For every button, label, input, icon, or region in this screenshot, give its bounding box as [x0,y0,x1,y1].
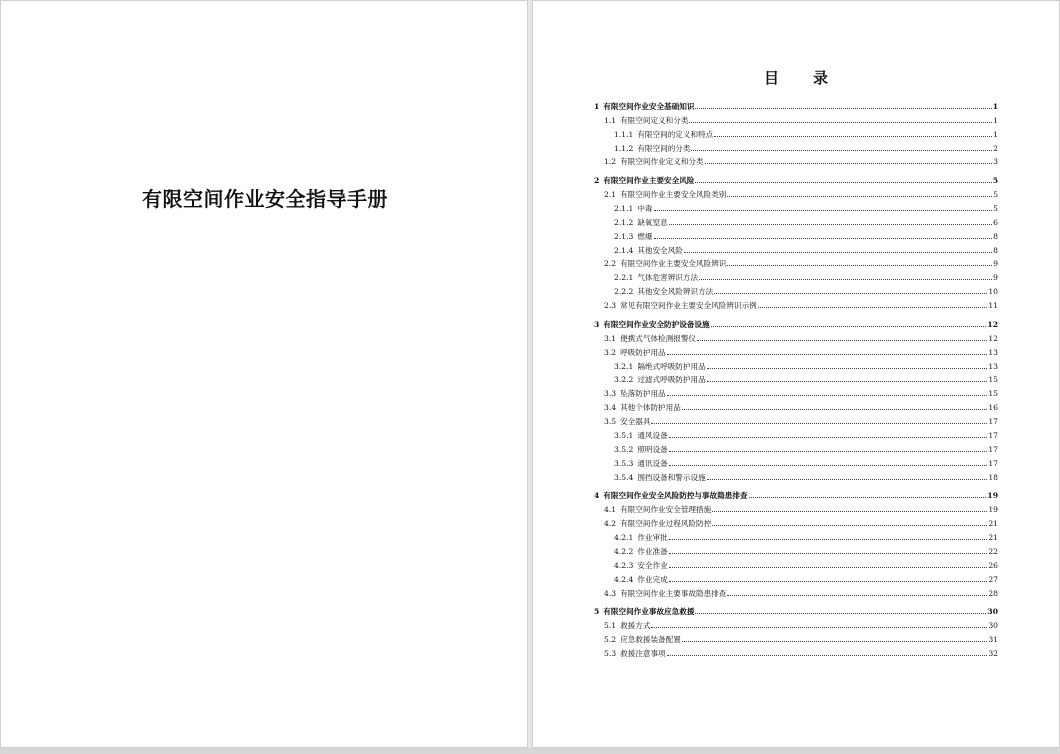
toc-entry[interactable] [594,570,998,584]
toc-entry-page: 15 [988,375,998,385]
toc-entry-title: 隔绝式呼吸防护用品 [637,361,706,371]
toc-entry-title: 呼吸防护用品 [620,347,666,357]
toc-dot-leader [712,525,987,526]
toc-entry[interactable] [594,268,998,282]
toc-entry[interactable] [594,454,998,468]
toc-entry-page: 21 [988,533,998,542]
toc-entry-number: 2.1.2 [614,217,634,227]
toc-entry-page: 19 [988,505,998,515]
toc-entry-title: 有限空间的分类 [637,143,691,153]
toc-entry-title: 有限空间作业安全防护设备设施 [603,319,710,329]
toc-entry-page: 9 [993,259,998,269]
toc-entry-page: 12 [988,333,998,343]
toc-list [594,97,998,658]
toc-entry[interactable] [594,371,998,385]
toc-entry[interactable] [594,630,998,644]
toc-entry-number: 1.1.1 [614,129,634,139]
toc-entry-page: 15 [988,389,998,399]
toc-entry-page: 13 [988,347,998,357]
toc-dot-leader [707,381,988,382]
toc-entry-number: 1 [594,101,600,111]
toc-entry-page: 17 [988,458,998,468]
toc-entry-page: 3 [993,157,998,167]
cover-page [0,0,528,748]
toc-dot-leader [682,409,988,410]
toc-heading [533,67,1059,88]
toc-dot-leader [669,437,988,438]
toc-entry-number: 3.5 [604,417,617,427]
toc-dot-leader [689,122,992,123]
toc-entry-page: 17 [988,444,998,454]
toc-entry-number: 3.5.3 [614,458,634,468]
toc-entry[interactable] [594,440,998,454]
toc-entry-number: 3.2.1 [614,361,634,371]
toc-entry-page: 13 [988,361,998,371]
toc-entry-title: 有限空间的定义和特点 [637,129,714,139]
toc-entry[interactable] [594,343,998,357]
toc-entry-number: 2 [594,176,600,186]
toc-entry[interactable] [594,315,998,329]
toc-entry-page: 16 [988,403,998,413]
toc-entry-page: 28 [988,588,998,598]
toc-dot-leader [697,340,987,341]
toc-entry-page: 9 [993,273,998,283]
toc-entry-title: 气体危害辨识方法 [637,273,699,283]
toc-entry-page: 32 [988,648,998,658]
toc-entry-page: 17 [988,430,998,440]
toc-entry-number: 4.2.4 [614,574,634,584]
toc-entry-page: 11 [988,301,998,311]
toc-dot-leader [669,553,988,554]
toc-heading-char-2: 录 [813,69,829,87]
toc-dot-leader [727,265,992,266]
toc-dot-leader [695,182,991,183]
toc-entry-title: 中毒 [637,203,653,213]
toc-entry-title: 其他安全风险 [637,245,683,255]
toc-dot-leader [654,238,993,239]
toc-dot-leader [682,641,988,642]
toc-entry-title: 过滤式呼吸防护用品 [637,375,706,385]
toc-entry-title: 有限空间作业过程风险防控 [620,519,712,529]
toc-entry-number: 5.3 [604,648,617,658]
toc-entry[interactable] [594,556,998,570]
page-gap [0,748,1060,754]
document-title: 有限空间作业安全指导手册 [142,187,388,211]
toc-dot-leader [669,581,988,582]
toc-entry-page: 8 [993,231,998,241]
toc-entry-title: 照明设备 [637,444,668,454]
toc-entry-page: 26 [988,560,998,570]
toc-dot-leader [667,395,988,396]
toc-entry[interactable] [594,139,998,153]
toc-entry-number: 4.2.2 [614,546,634,556]
toc-entry-page: 19 [987,491,998,501]
toc-dot-leader [714,136,992,137]
toc-entry-number: 5.2 [604,635,617,645]
toc-entry[interactable] [594,153,998,167]
toc-dot-leader [758,307,988,308]
toc-entry[interactable] [594,528,998,542]
toc-entry[interactable] [594,514,998,528]
toc-entry-title: 救援方式 [620,621,651,631]
toc-entry-title: 其他个体防护用品 [620,403,681,413]
toc-entry-page: 18 [988,472,998,482]
toc-dot-leader [669,465,988,466]
toc-entry-title: 围挡设备和警示设施 [637,472,706,482]
toc-dot-leader [651,423,987,424]
toc-entry-title: 有限空间作业定义和分类 [620,157,704,167]
toc-dot-leader [712,511,987,512]
toc-entry[interactable] [594,486,998,500]
toc-entry[interactable] [594,384,998,398]
toc-entry[interactable] [594,329,998,343]
toc-entry-number: 3.5.1 [614,430,634,440]
toc-entry-number: 2.1.3 [614,231,634,241]
toc-entry-page: 5 [992,176,998,186]
toc-entry-title: 作业准备 [637,546,668,556]
toc-dot-leader [727,196,992,197]
toc-dot-leader [667,655,988,656]
toc-entry-number: 4.3 [604,588,617,598]
toc-entry-number: 3 [594,319,600,329]
toc-entry-page: 5 [993,203,998,213]
toc-entry-page: 1 [993,129,998,139]
toc-entry-number: 2.2.2 [614,287,634,297]
toc-entry[interactable] [594,584,998,598]
toc-entry-page: 10 [988,287,998,297]
toc-dot-leader [669,451,988,452]
toc-entry-title: 有限空间作业安全管理措施 [620,505,712,515]
toc-entry[interactable] [594,111,998,125]
toc-dot-leader [691,150,992,151]
toc-entry[interactable] [594,296,998,310]
toc-entry-page: 30 [988,621,998,631]
toc-entry[interactable] [594,171,998,185]
toc-entry-number: 3.4 [604,403,617,413]
toc-entry-number: 2.3 [604,301,617,311]
toc-dot-leader [669,539,988,540]
toc-entry[interactable] [594,468,998,482]
toc-entry-number: 2.2.1 [614,273,634,283]
toc-entry[interactable] [594,213,998,227]
toc-entry-title: 有限空间定义和分类 [620,115,689,125]
toc-entry[interactable] [594,357,998,371]
toc-entry[interactable] [594,542,998,556]
toc-entry-title: 有限空间作业主要事故隐患排查 [620,588,727,598]
toc-entry[interactable] [594,602,998,616]
toc-entry[interactable] [594,199,998,213]
toc-entry-title: 有限空间作业主要安全风险辨识 [620,259,727,269]
toc-entry[interactable] [594,125,998,139]
toc-entry-title: 有限空间作业主要安全风险类别 [620,190,727,200]
toc-entry-title: 有限空间作业主要安全风险 [603,176,695,186]
toc-dot-leader [707,479,988,480]
toc-dot-leader [699,279,992,280]
toc-entry-page: 1 [993,115,998,125]
toc-entry-number: 3.5.2 [614,444,634,454]
toc-dot-leader [749,497,987,498]
toc-dot-leader [669,224,992,225]
toc-heading-char-1: 目 [763,69,779,87]
toc-entry-title: 应急救援装备配置 [620,635,681,645]
toc-entry-page: 21 [988,519,998,529]
toc-dot-leader [669,567,988,568]
toc-entry-title: 缺氧窒息 [637,217,668,227]
toc-entry-number: 4.2.3 [614,560,634,570]
toc-entry-number: 5 [594,607,600,617]
toc-dot-leader [667,354,988,355]
toc-entry-title: 安全作业 [637,560,668,570]
toc-entry[interactable] [594,616,998,630]
toc-entry-title: 有限空间作业安全基础知识 [603,101,695,111]
toc-entry-number: 2.2 [604,259,617,269]
toc-entry-page: 12 [987,319,998,329]
toc-dot-leader [707,368,988,369]
toc-entry[interactable] [594,426,998,440]
toc-dot-leader [711,326,987,327]
toc-entry-number: 3.1 [604,333,617,343]
toc-entry-page: 8 [993,245,998,255]
toc-entry-page: 5 [993,190,998,200]
toc-entry-page: 31 [988,635,998,645]
toc-entry-title: 救援注意事项 [620,648,666,658]
toc-entry-title: 通讯设备 [637,458,668,468]
toc-entry-title: 便携式气体检测报警仪 [620,333,697,343]
toc-entry-title: 常见有限空间作业主要安全风险辨识示例 [620,301,757,311]
toc-entry[interactable] [594,500,998,514]
toc-entry-title: 有限空间作业安全风险防控与事故隐患排查 [603,491,748,501]
toc-entry-page: 17 [988,417,998,427]
toc-entry[interactable] [594,644,998,658]
toc-entry-title: 作业审批 [637,533,668,542]
toc-page [532,0,1060,748]
toc-dot-leader [727,595,987,596]
toc-entry-page: 1 [992,101,998,111]
toc-dot-leader [684,252,992,253]
toc-entry-title: 坠落防护用品 [620,389,666,399]
toc-entry-page: 22 [988,546,998,556]
toc-entry-number: 2.1.1 [614,203,634,213]
toc-dot-leader [695,613,986,614]
toc-entry-number: 3.5.4 [614,472,634,482]
toc-entry-number: 3.2.2 [614,375,634,385]
toc-entry-number: 2.1.4 [614,245,634,255]
toc-entry-number: 2.1 [604,190,617,200]
toc-entry[interactable] [594,227,998,241]
toc-entry-title: 其他安全风险辨识方法 [637,287,714,297]
toc-dot-leader [714,293,987,294]
toc-entry[interactable] [594,412,998,426]
toc-entry[interactable] [594,282,998,296]
toc-entry-number: 4 [594,491,600,501]
toc-entry[interactable] [594,185,998,199]
toc-entry-title: 有限空间作业事故应急救援 [603,607,695,617]
toc-entry-page: 2 [993,143,998,153]
toc-entry[interactable] [594,255,998,269]
toc-dot-leader [705,163,993,164]
toc-entry-number: 4.1 [604,505,617,515]
toc-entry-page: 30 [987,607,998,617]
toc-entry-number: 1.1.2 [614,143,634,153]
toc-entry-number: 3.3 [604,389,617,399]
toc-entry-number: 1.2 [604,157,617,167]
toc-entry-title: 燃爆 [637,231,653,241]
toc-entry-page: 6 [993,217,998,227]
toc-dot-leader [695,108,991,109]
toc-entry-number: 5.1 [604,621,617,631]
toc-entry-title: 安全器具 [620,417,651,427]
toc-entry[interactable] [594,398,998,412]
toc-entry[interactable] [594,97,998,111]
toc-entry-page: 27 [988,574,998,584]
toc-dot-leader [651,627,987,628]
toc-dot-leader [654,210,993,211]
toc-entry[interactable] [594,241,998,255]
toc-entry-number: 4.2.1 [614,533,634,542]
toc-entry-title: 作业完成 [637,574,668,584]
toc-entry-title: 通风设备 [637,430,668,440]
toc-entry-number: 1.1 [604,115,617,125]
toc-entry-number: 3.2 [604,347,617,357]
toc-entry-number: 4.2 [604,519,617,529]
